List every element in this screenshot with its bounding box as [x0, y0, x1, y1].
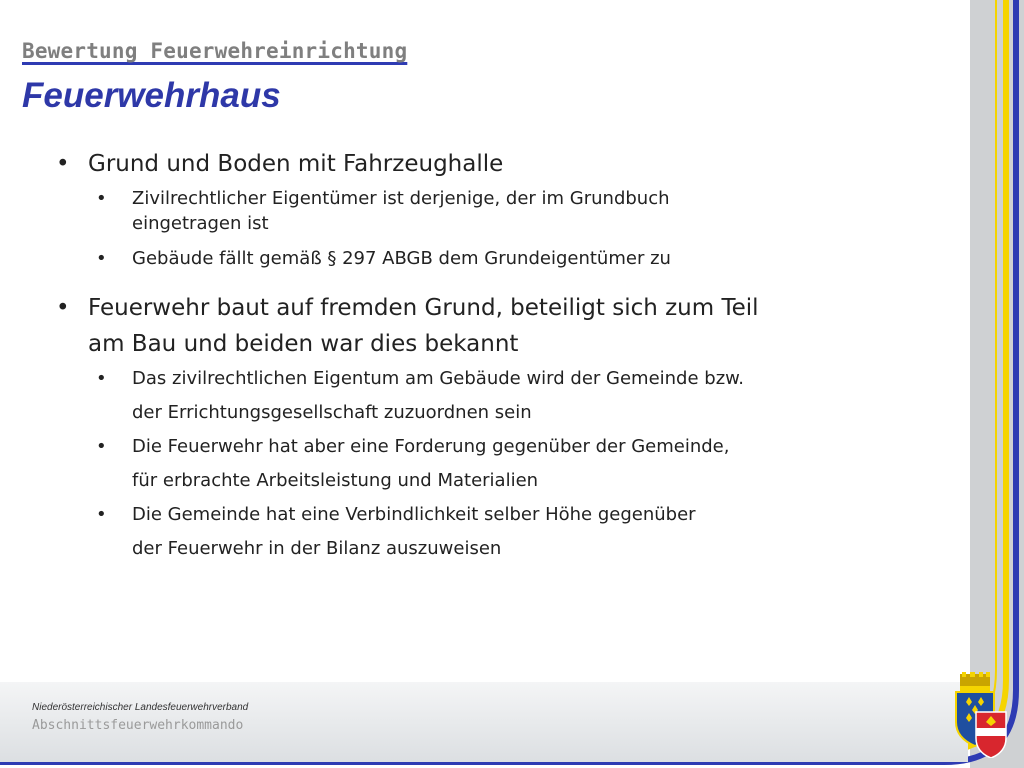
footer-unit: Abschnittsfeuerwehrkommando: [32, 718, 244, 733]
bullet-text: Die Gemeinde hat eine Verbindlichkeit selber Höhe gegenüber: [132, 504, 696, 525]
bullet-level2: [50, 182, 950, 238]
bullet-text: Die Feuerwehr hat aber eine Forderung gegenüber der Gemeinde,: [132, 436, 730, 457]
bullet-dot: •: [96, 188, 107, 209]
bullet-text: der Feuerwehr in der Bilanz auszuweisen: [132, 538, 502, 559]
bullet-dot: •: [96, 504, 107, 525]
bullet-text: Feuerwehr baut auf fremden Grund, beteiligt sich zum Teil: [88, 295, 759, 321]
bullet-text: für erbrachte Arbeitsleistung und Materialien: [132, 470, 539, 491]
slide-subtitle: Bewertung Feuerwehreinrichtung: [22, 39, 408, 63]
bullet-list: [50, 146, 950, 566]
bullet-level1: [50, 146, 950, 182]
fire-brigade-crest-icon: [950, 672, 1008, 758]
bullet-dot: •: [56, 151, 70, 177]
bullet-text: eingetragen ist: [132, 213, 269, 234]
bullet-group: [50, 290, 950, 566]
bullet-text: Gebäude fällt gemäß § 297 ABGB dem Grundeigentümer zu: [132, 248, 671, 269]
bullet-text: der Errichtungsgesellschaft zuzuordnen sein: [132, 402, 532, 423]
bullet-text: am Bau und beiden war dies bekannt: [88, 331, 519, 357]
bullet-text: Zivilrechtlicher Eigentümer ist derjenige, der im Grundbuch: [132, 188, 670, 209]
bullet-dot: •: [96, 436, 107, 457]
bullet-text: Grund und Boden mit Fahrzeughalle: [88, 151, 504, 177]
slide-title: Feuerwehrhaus: [22, 76, 281, 115]
bullet-level2: [50, 242, 950, 276]
footer-organization: Niederösterreichischer Landesfeuerwehrverband: [32, 702, 249, 713]
bullet-level2: [50, 430, 950, 498]
bullet-level1: [50, 290, 950, 362]
bullet-dot: •: [96, 248, 107, 269]
bullet-dot: •: [56, 295, 70, 321]
bullet-dot: •: [96, 368, 107, 389]
bullet-group: [50, 146, 950, 276]
bullet-level2: [50, 498, 950, 566]
bullet-level2: [50, 362, 950, 430]
bullet-text: Das zivilrechtlichen Eigentum am Gebäude wird der Gemeinde bzw.: [132, 368, 744, 389]
